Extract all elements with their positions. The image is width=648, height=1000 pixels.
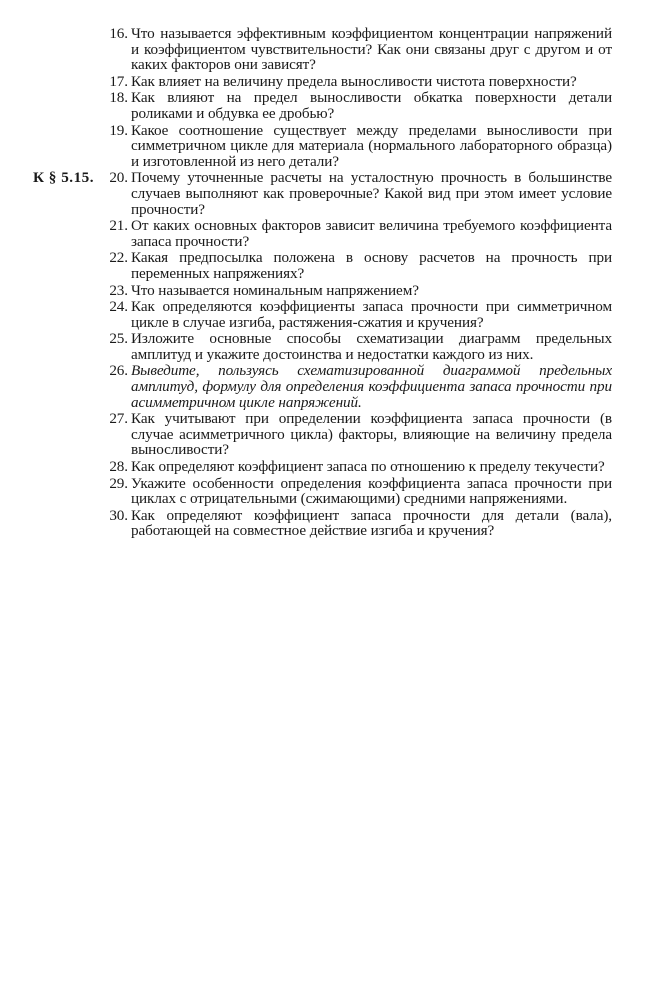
question-number: 28. [109, 458, 128, 476]
question-number: 26. [109, 362, 128, 380]
question-item [0, 476, 648, 507]
question-text: Изложите основные способы схематизации диаграмм предельных амплитуд и укажите достоинства и недостатки каждого из них. [131, 330, 612, 363]
question-number: 25. [109, 330, 128, 348]
question-item [0, 459, 648, 475]
question-item [0, 26, 648, 73]
question-item [0, 331, 648, 362]
question-text: Почему уточненные расчеты на усталостную прочность в большинстве случаев выполняют как проверочные? Какой вид при этом имеет условие прочности? [131, 169, 612, 218]
question-number: 29. [109, 474, 128, 492]
question-number: 22. [109, 249, 128, 267]
question-item [0, 74, 648, 90]
section-reference: К § 5.15. [33, 169, 95, 187]
question-number: 16. [109, 25, 128, 42]
question-number: 18. [109, 89, 128, 107]
question-item [0, 250, 648, 281]
question-item [0, 123, 648, 170]
question-text: Как определяют коэффициент запаса прочности для детали (вала), работающей на совместное действие изгиба и кручения? [131, 506, 612, 540]
question-list [0, 26, 648, 539]
question-number: 24. [109, 298, 128, 316]
question-number: 17. [109, 72, 128, 90]
question-item [0, 218, 648, 249]
question-text: Что называется номинальным напряжением? [131, 281, 419, 299]
question-item [0, 508, 648, 539]
question-text: Какое соотношение существует между пределами выносливости при симметричном цикле для материала (нормального лабораторного образца) и изготовленной из него детали? [131, 121, 612, 170]
question-number: 27. [109, 410, 128, 428]
question-text: Выведите, пользуясь схематизированной диаграммой предельных амплитуд, формулу для определения коэффициента запаса прочности при асимметричном цикле напряжений. [131, 362, 612, 411]
question-text: Укажите особенности определения коэффициента запаса прочности при циклах с отрицательными (сжимающими) средними напряжениями. [131, 474, 612, 508]
question-item [0, 363, 648, 410]
question-number: 19. [109, 121, 128, 139]
question-text: Какая предпосылка положена в основу расчетов на прочность при переменных напряжениях? [131, 249, 612, 282]
question-item [0, 283, 648, 299]
question-text: Что называется эффективным коэффициентом концентрации напряжений и коэффициентом чувствительности? Как они связаны друг с другом и от каких факторов они зависят? [131, 25, 612, 74]
question-number: 30. [109, 506, 128, 524]
question-text: От каких основных факторов зависит величина требуемого коэффициента запаса прочности? [131, 217, 612, 250]
question-text: Как определяют коэффициент запаса по отношению к пределу текучести? [131, 458, 605, 476]
question-item [0, 411, 648, 458]
question-number: 20. [109, 169, 128, 187]
question-item [0, 299, 648, 330]
question-text: Как влияет на величину предела выносливости чистота поверхности? [131, 72, 577, 90]
question-item [0, 90, 648, 121]
question-number: 21. [109, 217, 128, 235]
question-text: Как определяются коэффициенты запаса прочности при симметричном цикле в случае изгиба, растяжения-сжатия и кручения? [131, 298, 612, 331]
question-text: Как учитывают при определении коэффициента запаса прочности (в случае асимметричного цикла) факторы, влияющие на величину предела выносливости? [131, 410, 612, 459]
question-number: 23. [109, 281, 128, 299]
question-item [0, 170, 648, 217]
question-text: Как влияют на предел выносливости обкатка поверхности детали роликами и обдувка ее дробью? [131, 89, 612, 122]
